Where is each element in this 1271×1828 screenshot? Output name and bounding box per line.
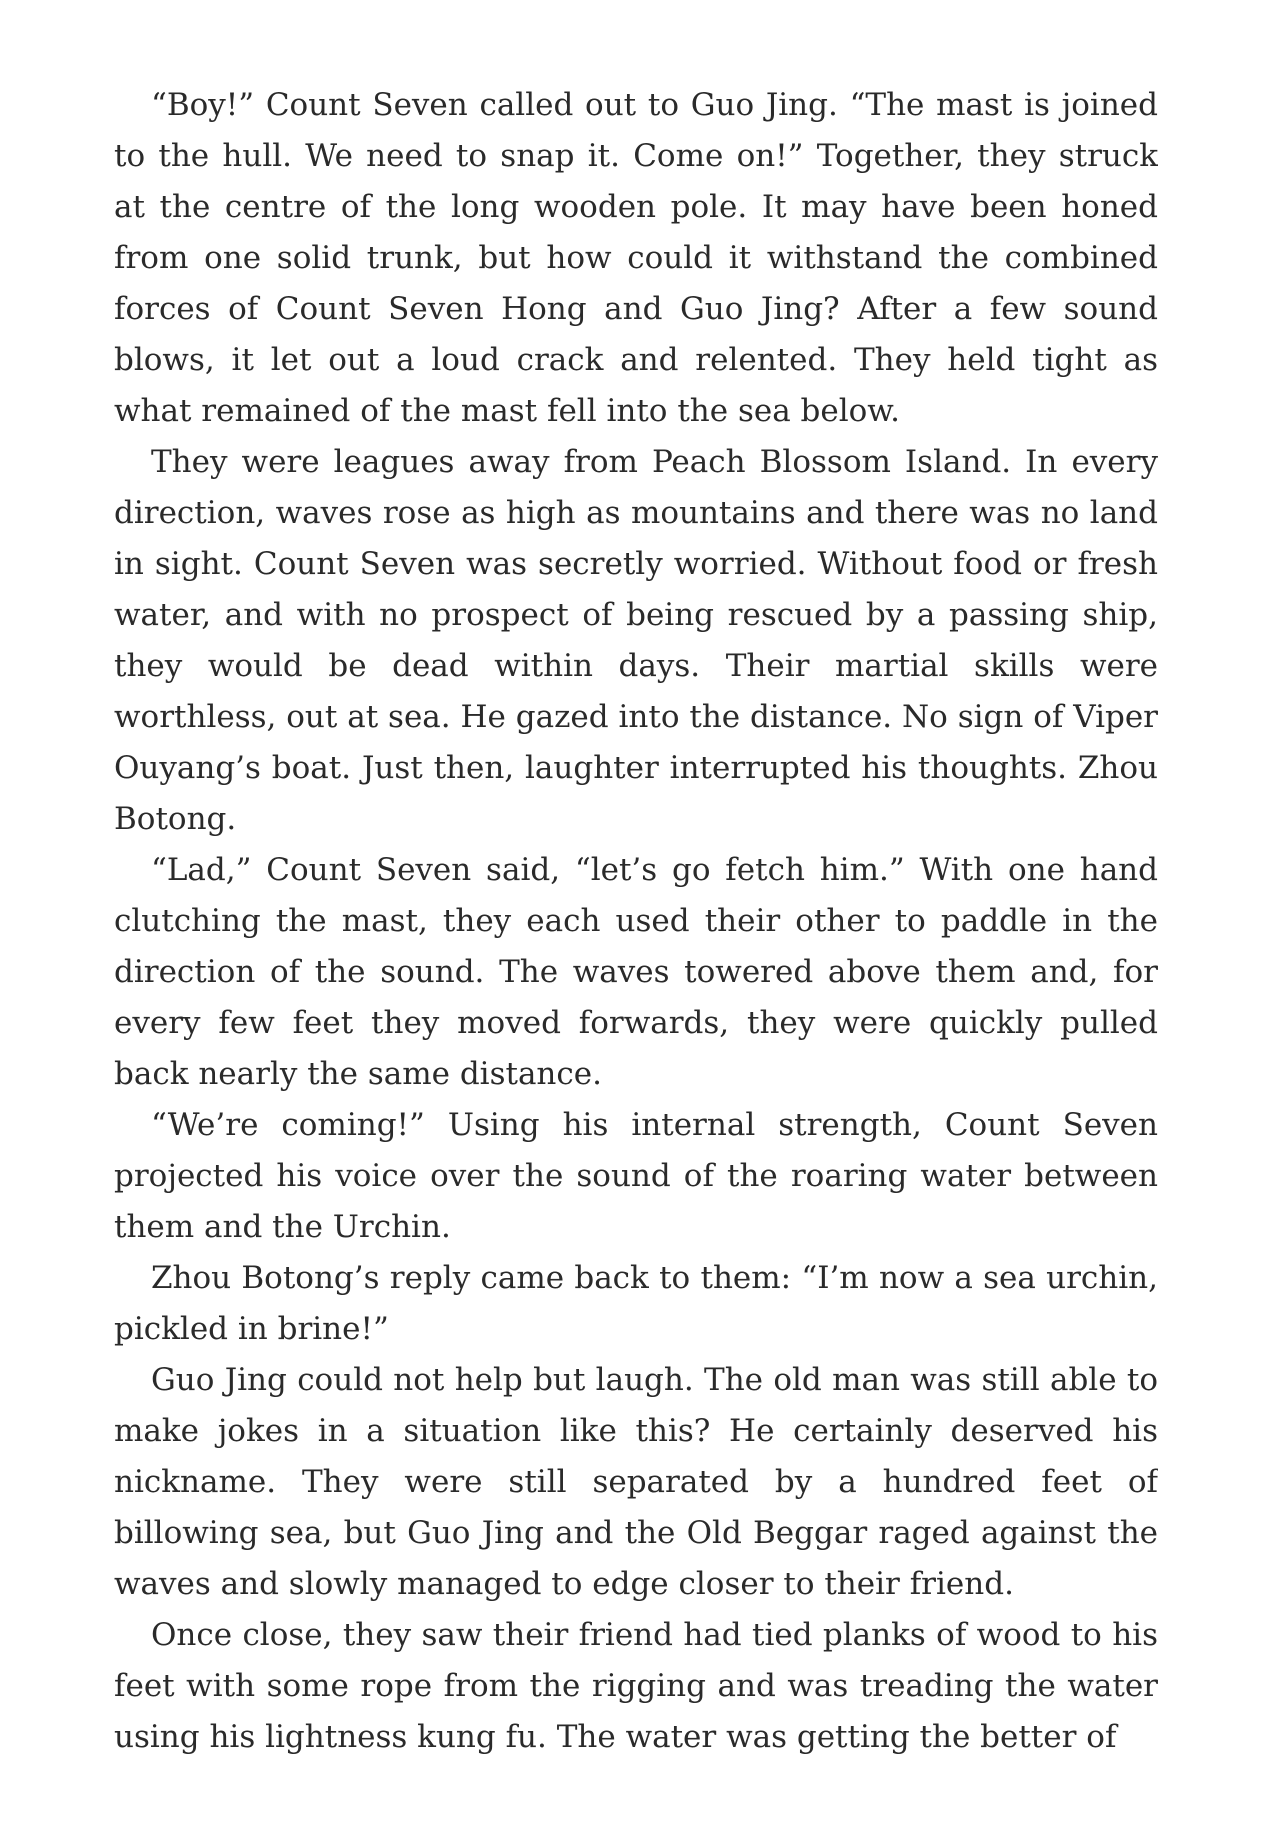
paragraph-2: They were leagues away from Peach Blossom Island. In every direction, waves rose as high as mountains and there was no land in sight. Count Seven was secretly worried. Without food or fresh water, and with no prospect of being rescued by a passing ship, they would be dead within days. Their martial skills were worthless, out at sea. He gazed into the distance. No sign of Viper Ouyang’s boat. Just then, laughter interrupted his thoughts. Zhou Botong. bbox=[114, 444, 1158, 837]
paragraph-7: Once close, they saw their friend had tied planks of wood to his feet with some rope from the rigging and was treading the water using his lightness kung fu. The water was getting the better of bbox=[114, 1617, 1158, 1755]
paragraph-5: Zhou Botong’s reply came back to them: “I’m now a sea urchin, pickled in brine!” bbox=[114, 1260, 1158, 1347]
paragraph-1: “Boy!” Count Seven called out to Guo Jing. “The mast is joined to the hull. We need to snap it. Come on!” Together, they struck at the centre of the long wooden pole. It may have been honed from one solid trunk, but how could it withstand the combined forces of Count Seven Hong and Guo Jing? After a few sound blows, it let out a loud crack and relented. They held tight as what remained of the mast fell into the sea below. bbox=[114, 87, 1158, 429]
paragraph-6: Guo Jing could not help but laugh. The old man was still able to make jokes in a situation like this? He certainly deserved his nickname. They were still separated by a hundred feet of billowing sea, but Guo Jing and the Old Beggar raged against the waves and slowly managed to edge closer to their friend. bbox=[114, 1362, 1158, 1602]
paragraph-3: “Lad,” Count Seven said, “let’s go fetch him.” With one hand clutching the mast, they each used their other to paddle in the direction of the sound. The waves towered above them and, for every few feet they moved forwards, they were quickly pulled back nearly the same distance. bbox=[114, 852, 1158, 1092]
paragraph-4: “We’re coming!” Using his internal strength, Count Seven projected his voice over the sound of the roaring water between them and the Urchin. bbox=[114, 1107, 1158, 1245]
book-page bbox=[114, 80, 1158, 1780]
